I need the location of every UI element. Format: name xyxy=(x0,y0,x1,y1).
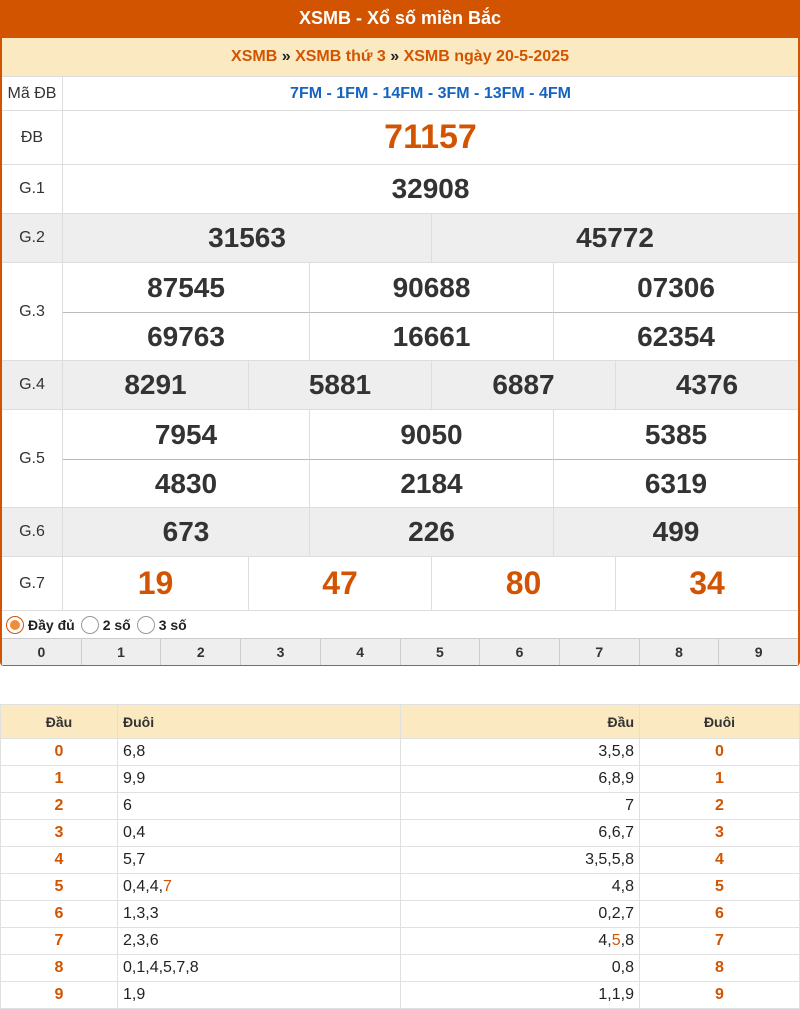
prize-label: G.7 xyxy=(2,557,63,610)
head-digit: 9 xyxy=(1,982,118,1009)
digits: 1,9 xyxy=(123,986,146,1003)
digits: 1,1,9 xyxy=(598,986,634,1003)
prize-number: 32908 xyxy=(391,173,470,204)
head-digit: 0 xyxy=(1,739,118,766)
prize-label: G.1 xyxy=(2,165,63,213)
prize-number: 8291 xyxy=(124,369,187,400)
prize-label: G.4 xyxy=(2,361,63,409)
prize-row-g7 xyxy=(2,556,798,610)
radio-two-digits[interactable] xyxy=(81,616,99,634)
head-list xyxy=(401,739,640,766)
prize-row-ma-db xyxy=(2,76,798,110)
breadcrumb xyxy=(2,38,798,76)
head-digit: 3 xyxy=(1,820,118,847)
digit-filter-bar xyxy=(2,638,798,665)
special-prize-number: 71157 xyxy=(384,118,477,156)
digit-filter-1[interactable]: 1 xyxy=(81,639,161,665)
table-row xyxy=(1,982,800,1009)
radio-three-digits[interactable] xyxy=(137,616,155,634)
digits: 6 xyxy=(123,797,132,814)
tail-list xyxy=(118,739,401,766)
prize-number: 5881 xyxy=(248,361,431,409)
tail-list xyxy=(118,847,401,874)
digits: 0,1,4,5,7,8 xyxy=(123,959,199,976)
prize-row-g6 xyxy=(2,507,798,556)
prize-row-g2 xyxy=(2,213,798,262)
prize-row-g5 xyxy=(2,409,798,507)
digit-filter-7[interactable]: 7 xyxy=(559,639,639,665)
prize-number: 673 xyxy=(162,516,210,547)
highlighted-digits: 7 xyxy=(163,878,172,895)
display-options xyxy=(2,610,798,639)
option-two-label: 2 số xyxy=(102,617,131,633)
prize-label: G.5 xyxy=(2,410,63,507)
table-row xyxy=(1,766,800,793)
digits: 0,8 xyxy=(611,959,634,976)
tail-list xyxy=(118,955,401,982)
digits: 1,3,3 xyxy=(123,905,159,922)
head-list xyxy=(401,793,640,820)
digit-filter-2[interactable]: 2 xyxy=(160,639,240,665)
prize-label: G.3 xyxy=(2,263,63,360)
table-row xyxy=(1,847,800,874)
digits: 9,9 xyxy=(123,770,146,787)
prize-number: 90688 xyxy=(309,263,553,312)
digit-filter-4[interactable]: 4 xyxy=(320,639,400,665)
tail-list xyxy=(118,793,401,820)
head-list xyxy=(401,874,640,901)
loto-head-tail-table xyxy=(0,704,800,1009)
prize-number: 87545 xyxy=(147,271,225,303)
prize-number: 6319 xyxy=(553,459,798,508)
breadcrumb-xsmb-date[interactable]: XSMB ngày 20-5-2025 xyxy=(403,48,569,65)
breadcrumb-sep: » xyxy=(390,48,400,65)
prize-number: 62354 xyxy=(553,312,798,361)
head-digit: 7 xyxy=(1,928,118,955)
prize-row-g3 xyxy=(2,262,798,360)
tail-digit: 9 xyxy=(640,982,800,1009)
head-list xyxy=(401,928,640,955)
digits: 2,3,6 xyxy=(123,932,159,949)
table-row xyxy=(1,820,800,847)
digits: 6,8,9 xyxy=(598,770,634,787)
breadcrumb-sep: » xyxy=(281,48,291,65)
table-row xyxy=(1,739,800,766)
col-dau-2: Đầu xyxy=(401,705,640,739)
head-digit: 1 xyxy=(1,766,118,793)
head-list xyxy=(401,955,640,982)
digits: 3,5,5,8 xyxy=(585,851,634,868)
tail-digit: 4 xyxy=(640,847,800,874)
page-title: XSMB - Xổ số miền Bắc xyxy=(0,0,800,38)
tail-digit: 6 xyxy=(640,901,800,928)
col-duoi-2: Đuôi xyxy=(640,705,800,739)
head-digit: 2 xyxy=(1,793,118,820)
head-digit: 5 xyxy=(1,874,118,901)
prize-number: 4830 xyxy=(63,459,309,508)
highlighted-digits: 5 xyxy=(611,932,621,949)
digits: 7 xyxy=(625,797,634,814)
prize-label: G.2 xyxy=(2,214,63,262)
prize-number: 2184 xyxy=(309,459,553,508)
col-duoi: Đuôi xyxy=(118,705,401,739)
head-digit: 6 xyxy=(1,901,118,928)
prize-number: 499 xyxy=(553,508,798,556)
tail-digit: 8 xyxy=(640,955,800,982)
head-list xyxy=(401,982,640,1009)
prize-row-g4 xyxy=(2,360,798,409)
option-two-digits[interactable] xyxy=(81,616,131,634)
digit-filter-0[interactable]: 0 xyxy=(37,644,46,660)
digits: 0,4,4, xyxy=(123,878,164,895)
tail-digit: 5 xyxy=(640,874,800,901)
prize-number: 226 xyxy=(309,508,553,556)
prize-number: 7954 xyxy=(154,418,218,450)
digits: 4,8 xyxy=(611,878,634,895)
table-row xyxy=(1,901,800,928)
head-list xyxy=(401,766,640,793)
digits: 3,5,8 xyxy=(598,743,634,760)
option-three-label: 3 số xyxy=(158,617,187,633)
tail-digit: 2 xyxy=(640,793,800,820)
prize-number: 19 xyxy=(137,565,174,601)
digits: 4, xyxy=(598,932,612,949)
table-header-row xyxy=(1,705,800,739)
digit-filter-5[interactable]: 5 xyxy=(400,639,480,665)
prize-label: G.6 xyxy=(2,508,63,556)
prize-number: 34 xyxy=(615,557,798,610)
tail-digit: 7 xyxy=(640,928,800,955)
option-full-label: Đầy đủ xyxy=(28,617,75,633)
tail-list xyxy=(118,766,401,793)
prize-number: 47 xyxy=(248,557,431,610)
prize-number: 16661 xyxy=(309,312,553,361)
prize-number: 9050 xyxy=(309,410,553,459)
prize-label: ĐB xyxy=(2,111,63,164)
breadcrumb-xsmb-weekday[interactable]: XSMB thứ 3 xyxy=(295,48,386,65)
table-row xyxy=(1,793,800,820)
digit-filter-9[interactable]: 9 xyxy=(718,639,798,665)
prize-row-g1 xyxy=(2,164,798,213)
tail-list xyxy=(118,982,401,1009)
prize-number: 5385 xyxy=(553,410,798,459)
prize-number: 6887 xyxy=(431,361,615,409)
prize-row-db xyxy=(2,110,798,164)
table-row xyxy=(1,955,800,982)
col-dau: Đầu xyxy=(1,705,118,739)
tail-list xyxy=(118,820,401,847)
digits: 5,7 xyxy=(123,851,146,868)
tail-list xyxy=(118,874,401,901)
breadcrumb-xsmb[interactable]: XSMB xyxy=(231,48,278,65)
prize-number: 4376 xyxy=(615,361,798,409)
prize-number: 45772 xyxy=(431,214,798,262)
prize-label: Mã ĐB xyxy=(2,77,63,110)
digit-filter-6[interactable]: 6 xyxy=(479,639,559,665)
tail-list xyxy=(118,901,401,928)
tail-digit: 0 xyxy=(640,739,800,766)
prize-number: 69763 xyxy=(63,312,309,361)
digit-filter-8[interactable]: 8 xyxy=(639,639,719,665)
head-list xyxy=(401,901,640,928)
prize-number: 31563 xyxy=(208,222,286,253)
head-digit: 4 xyxy=(1,847,118,874)
digit-filter-3[interactable]: 3 xyxy=(240,639,320,665)
tail-digit: 1 xyxy=(640,766,800,793)
digits: 0,2,7 xyxy=(598,905,634,922)
radio-full[interactable] xyxy=(6,616,24,634)
prize-number: 80 xyxy=(431,557,615,610)
table-row xyxy=(1,928,800,955)
digits: ,8 xyxy=(620,932,634,949)
digits: 6,8 xyxy=(123,743,146,760)
option-full[interactable] xyxy=(6,616,75,634)
head-list xyxy=(401,847,640,874)
table-row xyxy=(1,874,800,901)
digits: 0,4 xyxy=(123,824,146,841)
tail-digit: 3 xyxy=(640,820,800,847)
prize-number: 07306 xyxy=(553,263,798,312)
head-list xyxy=(401,820,640,847)
special-codes: 7FM - 1FM - 14FM - 3FM - 13FM - 4FM xyxy=(290,84,571,102)
tail-list xyxy=(118,928,401,955)
digits: 6,6,7 xyxy=(598,824,634,841)
option-three-digits[interactable] xyxy=(137,616,187,634)
head-digit: 8 xyxy=(1,955,118,982)
